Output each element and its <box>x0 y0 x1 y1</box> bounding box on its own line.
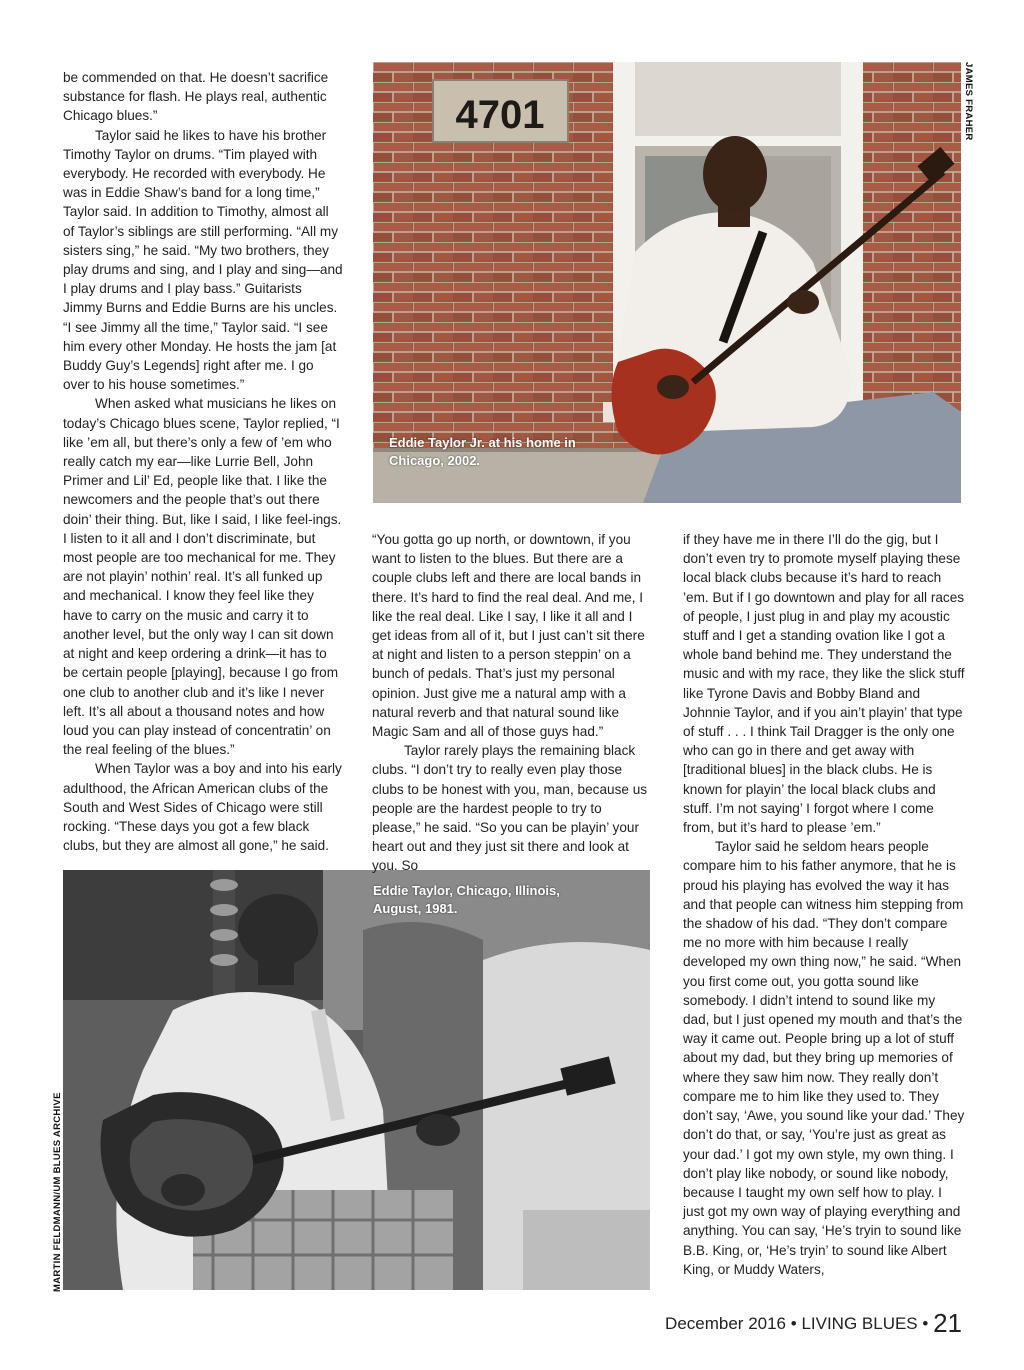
separator-bullet: • <box>922 1314 934 1333</box>
photo-eddie-taylor-1981-illustration <box>63 870 650 1290</box>
photo-caption-bottom: Eddie Taylor, Chicago, Illinois, August, 1981. <box>373 883 560 916</box>
article-column-1 <box>63 68 343 855</box>
page-footer <box>665 1308 962 1339</box>
article-paragraph: Taylor said he seldom hears people compare him to his father anymore, that he is proud his playing has evolved the way it has and that people can witness him stepping from the shadow of his dad. “They don’t compare me no more with him because I really developed my own thing now,” he said. “When you first come out, you gotta sound like somebody. I didn’t intend to sound like my dad, but I just opened my mouth and that’s the way it came out. People bring up a lot of stuff about my dad, but they bring up memories of where they saw him now. They really don’t compare me to him like they used to. They don’t say, ‘Awe, you sound like your dad.’ They don’t do that, or say, ‘You’re just as great as your dad.’ I got my own style, my own thing. I don’t play like nobody, or sound like nobody, because I taught my own self how to play. I just got my own way of playing everything and anything. You can say, ‘He’s tryin to sound like B.B. King, or, ‘He’s tryin’ to sound like Albert King, or Muddy Waters, <box>683 839 965 1277</box>
article-paragraph: When Taylor was a boy and into his early adulthood, the African American clubs of the South and West Sides of Chicago were still rocking. “These days you got a few black clubs, but they are almost all gone,” he said. <box>63 761 342 854</box>
photo-caption-top: Eddie Taylor Jr. at his home in Chicago, 2002. <box>389 435 576 468</box>
photo-credit-bottom: MARTIN FELDMANN/UM BLUES ARCHIVE <box>52 1092 63 1292</box>
article-paragraph: “You gotta go up north, or downtown, if you want to listen to the blues. But there are a couple clubs left and there are local bands in there. It’s hard to find the real deal. And me, I like the real deal. Like I say, I like it all and I get ideas from all of it, but I just can’t sit there at night and listen to a person steppin’ on a bunch of pedals. That’s just my personal opinion. Just give me a natural amp with a natural reverb and that natural sound like Magic Sam and all of those guys had.” <box>372 532 645 740</box>
article-paragraph: if they have me in there I’ll do the gig, but I don’t even try to promote myself playing these local black clubs because it’s hard to reach ’em. But if I go downtown and play for all races of people, I just plug in and play my acoustic stuff and I get a standing ovation like I got a whole band behind me. They understand the music and with my race, they like the slick stuff like Tyrone Davis and Bobby Bland and Johnnie Taylor, and if you ain’t playin’ that type of stuff . . . I think Tail Dragger is the only one who can go in there and get away with [traditional blues] in the black clubs. He is known for playin’ the local black clubs and stuff. I’m not saying’ I forgot where I come from, but it’s hard to please ’em.” <box>683 532 965 836</box>
article-column-2 <box>372 530 648 876</box>
article-paragraph: When asked what musicians he likes on today’s Chicago blues scene, Taylor replied, “I like ’em all, but there’s only a few of ’em who really catch my ear—like Lurrie Bell, John Primer and Lil’ Ed, people like that. I like the newcomers and the people that’s out there doin’ their thing. But, like I said, I like feel-ings. I listen to it all and I don’t discriminate, but most people are too mechanical for me. They are not playin’ nothin’ real. It’s all funked up and mechanical. I know they feel like they have to carry on the music and carry it to another level, but the only way I can sit down at night and keep ordering a drink—it has to be certain people [playing], because I go from one club to another club and it’s like I never left. It’s all about a thousand notes and how loud you can play instead of concentratin’ on the real feeling of the blues.” <box>63 396 342 758</box>
article-paragraph: Taylor rarely plays the remaining black clubs. “I don’t try to really even play those clubs to be honest with you, man, because us people are the hardest people to try to please,” he said. “So you can be playin’ your heart out and they just sit there and look at you. So <box>372 743 648 874</box>
article-paragraph: be commended on that. He doesn’t sacrifice substance for flash. He plays real, authentic Chicago blues.” <box>63 70 329 124</box>
separator-bullet: • <box>790 1314 802 1333</box>
photo-credit-top: JAMES FRAHER <box>963 62 974 141</box>
page-number: 21 <box>933 1308 962 1338</box>
article-column-3 <box>683 530 965 1279</box>
photo-eddie-taylor-1981 <box>63 870 650 1290</box>
house-number: 4701 <box>455 93 545 137</box>
article-paragraph: Taylor said he likes to have his brother Timothy Taylor on drums. “Tim played with everybody. He recorded with everybody. He was in Eddie Shaw’s band for a long time,” Taylor said. In addition to Timothy, almost all of Taylor’s siblings are still performing. “All my sisters sing,” he said. “My two brothers, they play drums and sing, and I play and sing—and I play drums and I play bass.” Guitarists Jimmy Burns and Eddie Burns are his uncles. “I see Jimmy all the time,” Taylor said. “I see him every other Monday. He hosts the jam [at Buddy Guy’s Legends] right after me. I go over to his house sometimes.” <box>63 127 343 393</box>
magazine-name: LIVING BLUES <box>801 1314 918 1333</box>
issue-date: December 2016 <box>665 1314 787 1333</box>
